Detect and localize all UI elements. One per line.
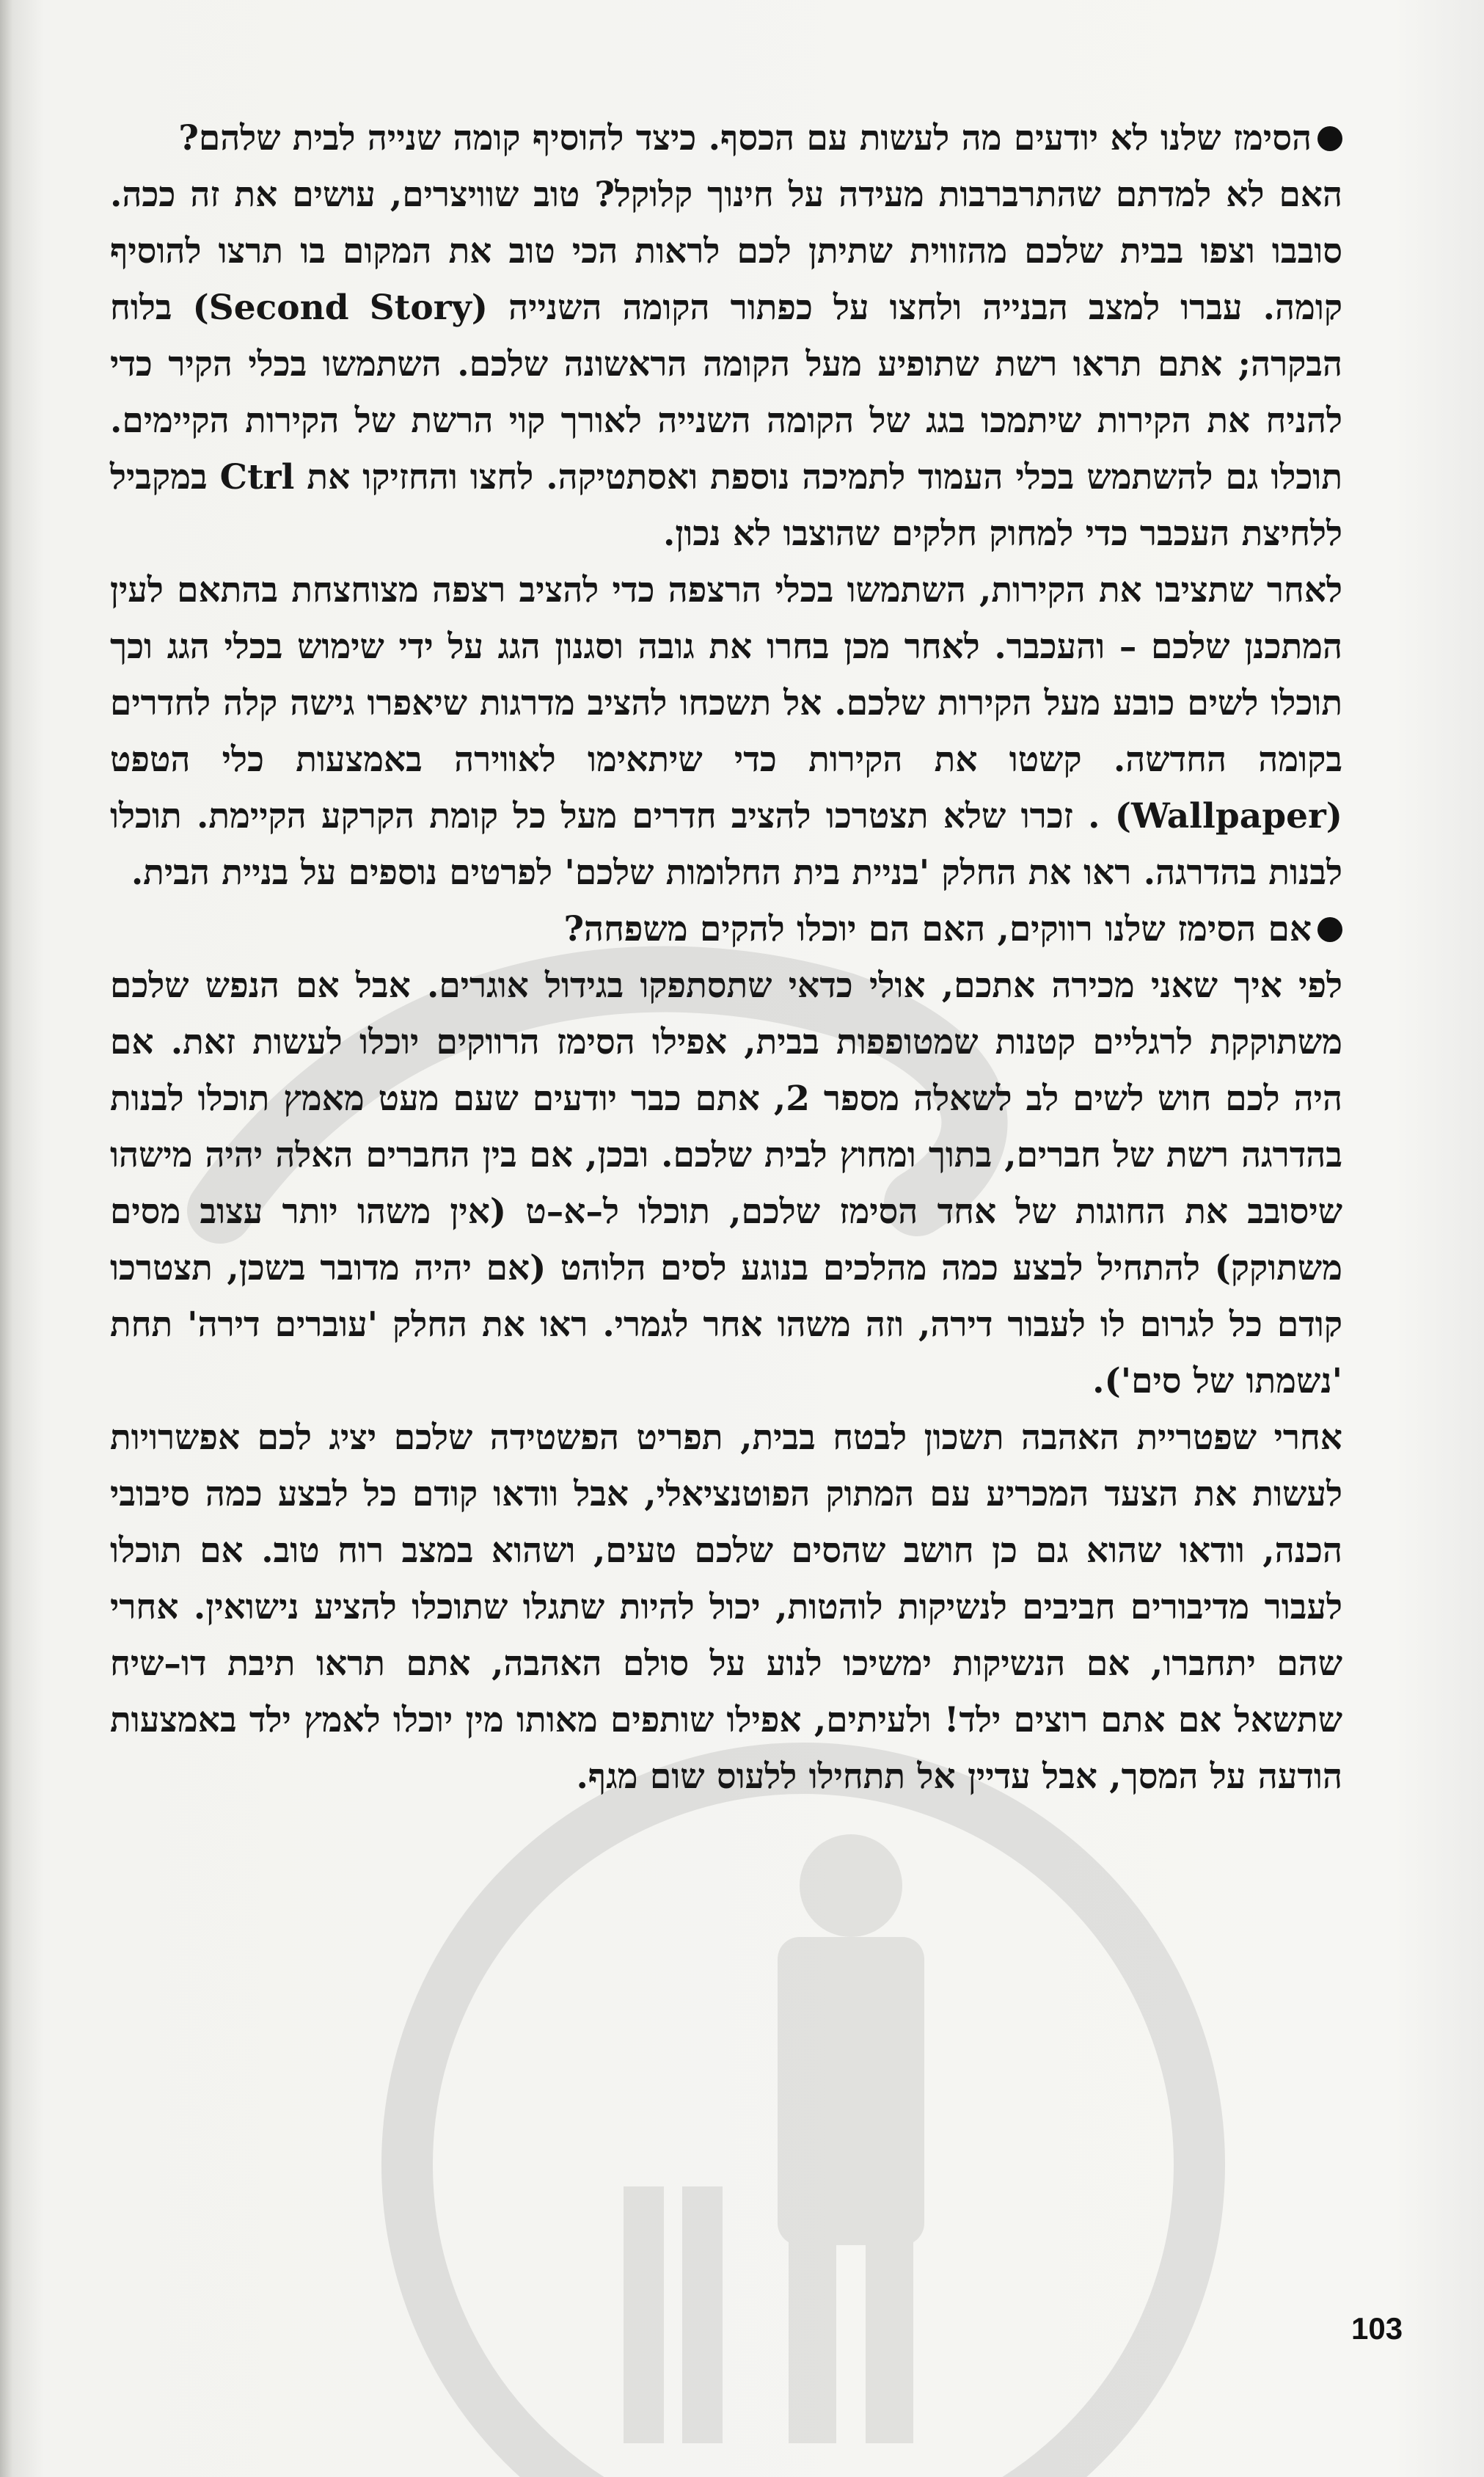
paragraph-answer [110, 167, 1342, 562]
paragraph-answer [110, 562, 1342, 901]
paragraph-text: לאחר שתציבו את הקירות, השתמשו בכלי הרצפה כדי להציב רצפה מצוחצחת בהתאם לעין המתכנן שלכם – והעכבר. לאחר מכן בחרו את גובה וסגנון הגג על ידי שימוש בכלי הגג וכך תוכלו לשים כובע מעל הקירות שלכם. אל תשכחו להציב מדרגות שיאפרו גישה קלה לחדרים בקומה החדשה. קשטו את הקירות כדי שיתאימו לאווירה באמצעות כלי הטפט (Wallpaper) . זכרו שלא תצטרכו להציב חדרים מעל כל קומת הקרקע הקיימת. תוכלו לבנות בהדרגה. ראו את החלק 'בניית בית החלומות שלכם' לפרטים נוספים על בניית הבית. [110, 570, 1342, 893]
paragraph-question [110, 110, 1342, 167]
bullet-icon [1317, 917, 1342, 942]
bullet-icon [1317, 126, 1342, 151]
paragraph-answer [110, 1409, 1342, 1805]
paragraph-text: הסימז שלנו לא יודעים מה לעשות עם הכסף. כיצד להוסיף קומה שנייה לבית שלהם? [178, 118, 1312, 158]
paragraph-text: אם הסימז שלנו רווקים, האם הם יוכלו להקים משפחה? [563, 909, 1312, 949]
book-spine-shadow [0, 0, 13, 2477]
paragraph-text: לפי איך שאני מכירה אתכם, אולי כדאי שתסתפקו בגידול אוגרים. אבל אם הנפש שלכם משתוקקת לרגליים קטנות שמטופפות בבית, אפילו הסימז הרווקים יוכלו לעשות זאת. אם היה לכם חוש לשים לב לשאלה מספר 2, אתם כבר יודעים שעם מעט מאמץ תוכלו לבנות בהדרגה רשת של חברים, בתוך ומחוץ לבית שלכם. ובכן, אם בין החברים האלה יהיה מישהו שיסובב את החוגות של אחד הסימז שלכם, תוכלו ל–א–ט (אין משהו יותר עצוב מסים משתוקק) להתחיל לבצע כמה מהלכים בנוגע לסים הלוהט (אם יהיה מדובר בשכן, תצטרכו קודם כל לגרום לו לעבור דירה, וזה משהו אחר לגמרי. ראו את החלק 'עוברים דירה' תחת 'נשמתו של סים'). [110, 966, 1342, 1401]
paragraph-text: האם לא למדתם שהתרברבות מעידה על חינוך קלוקל? טוב שוויצרים, עושים את זה ככה. סובבו וצפו בבית שלכם מהזווית שתיתן לכם לראות הכי טוב את המקום בו תרצו להוסיף קומה. עברו למצב הבנייה ולחצו על כפתור הקומה השנייה (Second Story) בלוח הבקרה; אתם תראו רשת שתופיע מעל הקומה הראשונה שלכם. השתמשו בכלי הקיר כדי להניח את הקירות שיתמכו בגג של הקומה השנייה לאורך קוי הרשת של הקירות הקיימים. תוכלו גם להשתמש בכלי העמוד לתמיכה נוספת ואסתטיקה. לחצו והחזיקו את Ctrl במקביל ללחיצת העכבר כדי למחוק חלקים שהוצבו לא נכון. [110, 175, 1343, 554]
page-number: 103 [1351, 2311, 1403, 2346]
page-body [110, 110, 1342, 1805]
paragraph-answer [110, 957, 1342, 1409]
paragraph-question [110, 901, 1342, 957]
paragraph-text: אחרי שפטריית האהבה תשכון לבטח בבית, תפריט הפשטידה שלכם יציג לכם אפשרויות לעשות את הצעד המכריע עם המתוק הפוטנציאלי, אבל וודאו קודם כל לבצע כמה סיבובי הכנה, וודאו שהוא גם כן חושב שהסים שלכם טעים, ושהוא במצב רוח טוב. אם תוכלו לעבור מדיבורים חביבים לנשיקות לוהטות, יכול להיות שתגלו שתוכלו להציע נישואין. אחרי שהם יתחברו, אם הנשיקות ימשיכו לנוע על סולם האהבה, אתם תראו תיבת דו–שיח שתשאל אם אתם רוצים ילד! ולעיתים, אפילו שותפים מאותו מין יוכלו לאמץ ילד באמצעות הודעה על המסך, אבל עדיין אל תתחילו ללעוס שום מגף. [110, 1418, 1342, 1797]
